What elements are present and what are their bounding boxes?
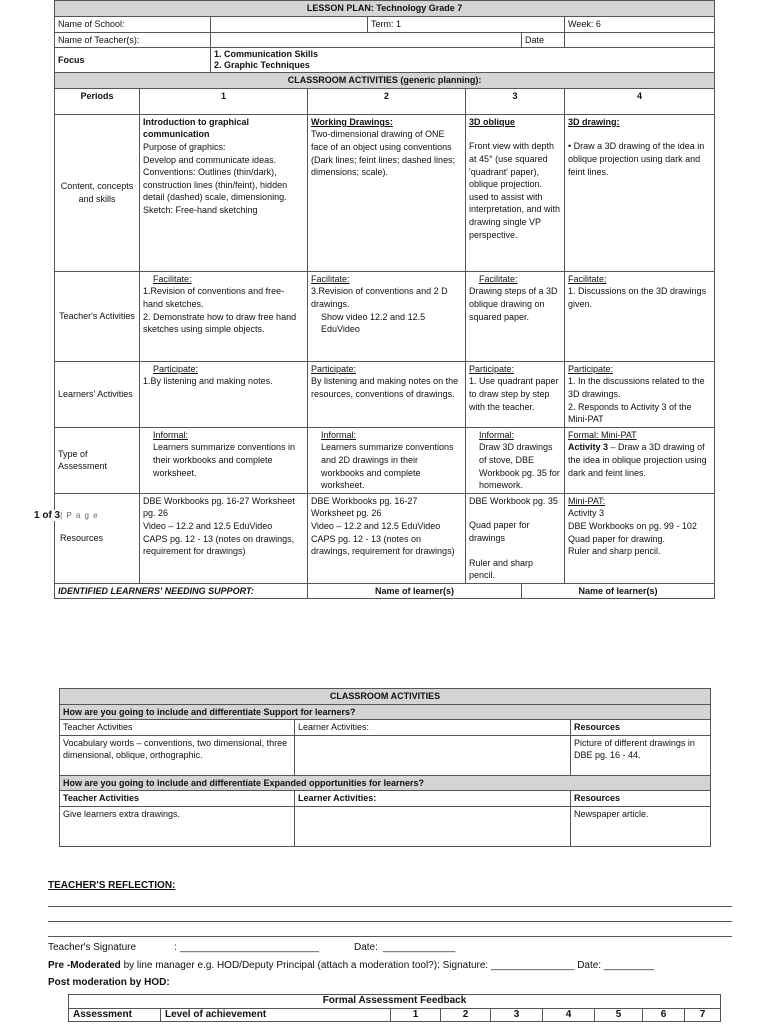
name-of-learner-1: Name of learner(s) <box>308 583 522 599</box>
reflection-line[interactable] <box>48 906 732 907</box>
resource-line: CAPS pg. 12 - 13 (notes on drawings, requirement for drawings) <box>143 533 295 557</box>
learners-line: By listening and making notes on the resources, conventions of drawings. <box>311 376 459 399</box>
school-label: Name of School: <box>55 17 211 33</box>
date-line[interactable]: _____________ <box>383 942 456 953</box>
expanded-question-row <box>60 775 711 791</box>
classroom-activities-table <box>59 688 711 847</box>
learners-cell-1 <box>140 361 308 427</box>
lesson-plan-table <box>54 0 715 599</box>
support-row <box>55 583 715 599</box>
content-line: Two-dimensional drawing of ONE face of an object using conventions <box>311 129 452 152</box>
school-row <box>55 17 715 33</box>
activity-label: Activity 3 <box>568 442 609 453</box>
teacher-line: 3.Revision of conventions and 2 D drawings. <box>311 286 448 309</box>
assessment-feedback-table <box>68 994 721 1022</box>
date-label: Date <box>522 32 565 48</box>
teacher-line: Drawing steps of a 3D oblique drawing on squared paper. <box>469 286 558 322</box>
activities-header: CLASSROOM ACTIVITIES (generic planning): <box>55 73 715 89</box>
focus-items <box>211 48 715 73</box>
informal-title: Informal: <box>321 429 357 440</box>
focus-item-2: 2. Graphic Techniques <box>214 60 310 71</box>
support-resources-cell: Picture of different drawings in DBE pg. 16 - 44. <box>571 735 711 775</box>
support-question-row <box>60 704 711 720</box>
minipat-title: Mini-PAT: <box>568 495 606 506</box>
assessment-header: Assessment <box>69 1008 161 1022</box>
periods-row <box>55 88 715 114</box>
teacher-cell-1 <box>140 271 308 361</box>
activities-header-row <box>55 73 715 89</box>
focus-label: Focus <box>55 48 211 73</box>
period-4: 4 <box>565 88 715 114</box>
resource-line: Video – 12.2 and 12.5 EduVideo <box>311 520 441 531</box>
level-1: 1 <box>391 1008 441 1022</box>
learners-activities-row <box>55 361 715 427</box>
support-resources-header: Resources <box>571 720 711 736</box>
teacher-line: 1.Revision of conventions and free-hand sketches. <box>143 286 285 309</box>
content-line: Develop and communicate ideas. <box>143 154 277 165</box>
support-headers-row <box>60 720 711 736</box>
support-learner-cell[interactable] <box>295 735 571 775</box>
content-line: Purpose of graphics: <box>143 141 226 152</box>
learners-line: 1. In the discussions related to the 3D drawings. <box>568 376 705 399</box>
resources-cell-3 <box>466 493 565 583</box>
focus-row <box>55 48 715 73</box>
resources-cell-4 <box>565 493 715 583</box>
signature-colon: : <box>174 942 177 953</box>
date-value[interactable] <box>565 32 715 48</box>
content-line: Conventions: Outlines (thin/dark), construction lines (thin/feint), hidden detail (dashed) scale, dimensioning. <box>143 167 288 203</box>
pre-moderated-label: Pre -Moderated <box>48 960 121 971</box>
title-row <box>55 1 715 17</box>
page-footer <box>34 510 101 521</box>
learners-cell-3 <box>466 361 565 427</box>
resource-line: Quad paper for drawing. <box>568 533 666 544</box>
resources-row <box>55 493 715 583</box>
teacher-cell-2 <box>308 271 466 361</box>
assessment-cell-2 <box>308 427 466 493</box>
resource-line: Quad paper for drawings <box>469 520 530 543</box>
resource-line: DBE Workbooks pg. 16-27 Worksheet pg. 26 <box>143 495 295 519</box>
resources-cell-2 <box>308 493 466 583</box>
resource-line: DBE Workbooks pg. 16-27 Worksheet pg. 26 <box>311 495 418 519</box>
plan-title: LESSON PLAN: Technology Grade 7 <box>55 1 715 17</box>
activity-text: – Draw a 3D drawing of the idea in oblique projection using dark and feint lines. <box>568 442 707 478</box>
participate-title: Participate: <box>153 363 199 374</box>
participate-title: Participate: <box>469 363 515 374</box>
resource-line: Ruler and sharp pencil. <box>568 546 661 557</box>
learners-line: 1. Use quadrant paper to draw step by step with the teacher. <box>469 376 559 412</box>
content-cell-1 <box>140 114 308 271</box>
content-row <box>55 114 715 271</box>
content-cell-3 <box>466 114 565 271</box>
expanded-resources-header: Resources <box>571 791 711 807</box>
pre-moderated-text: by line manager e.g. HOD/Deputy Principal (attach a moderation tool?): Signature: _______________ Date: _________ <box>120 960 654 971</box>
formal-title: Formal: Mini-PAT <box>568 429 637 440</box>
content-line: Front view with depth at 45° (use squared 'quadrant' paper), oblique projection. <box>469 141 555 190</box>
resource-line: Video – 12.2 and 12.5 EduVideo <box>143 520 273 531</box>
period-1: 1 <box>140 88 308 114</box>
signature-line[interactable]: _________________________ <box>180 942 320 953</box>
resource-line: Ruler and sharp pencil. <box>469 557 534 581</box>
name-of-learner-2: Name of learner(s) <box>522 583 715 599</box>
facilitate-title: Facilitate: <box>153 273 192 284</box>
reflection-line[interactable] <box>48 936 732 937</box>
expanded-teacher-header: Teacher Activities <box>60 791 295 807</box>
assessment-cell-1 <box>140 427 308 493</box>
periods-label: Periods <box>55 88 140 114</box>
support-teacher-cell: Vocabulary words – conventions, two dimensional, three dimensional, oblique, orthographic. <box>60 735 295 775</box>
period-3: 3 <box>466 88 565 114</box>
teacher-line: 2. Demonstrate how to draw free hand sketches using simple objects. <box>143 311 297 335</box>
assessment-row <box>55 427 715 493</box>
content-line: Sketch: Free-hand sketching <box>143 204 258 215</box>
informal-title: Informal: <box>479 429 515 440</box>
content-title-4: 3D drawing: <box>568 116 620 127</box>
period-2: 2 <box>308 88 466 114</box>
resource-line: CAPS pg. 12 - 13 (notes on drawings, requirement for drawings) <box>311 533 455 557</box>
informal-title: Informal: <box>153 429 189 440</box>
teacher-cell-3 <box>466 271 565 361</box>
resource-line: DBE Workbook pg. 35 <box>469 495 558 506</box>
teacher-cell-4 <box>565 271 715 361</box>
level-7: 7 <box>685 1008 721 1022</box>
facilitate-title: Facilitate: <box>568 273 607 284</box>
signature-label: Teacher's Signature <box>48 942 137 953</box>
learners-line: 2. Responds to Activity 3 of the Mini-PAT <box>568 401 692 425</box>
support-teacher-header: Teacher Activities <box>60 720 295 736</box>
ca-header: CLASSROOM ACTIVITIES <box>60 689 711 705</box>
feedback-title-row <box>69 995 721 1009</box>
facilitate-title: Facilitate: <box>311 273 350 284</box>
resource-line: Activity 3 <box>568 508 605 519</box>
content-line: (Dark lines; feint lines; dashed lines; dimensions; scale). <box>311 154 456 178</box>
teacher-label: Name of Teacher(s): <box>55 32 211 48</box>
assessment-line <box>568 441 711 479</box>
resource-line: DBE Workbooks on pg. 99 - 102 <box>568 520 697 531</box>
assessment-line: Learners summarize conventions in their workbooks and complete worksheet. <box>153 442 296 478</box>
facilitate-title: Facilitate: <box>479 273 518 284</box>
post-moderation: Post moderation by HOD: <box>48 977 170 988</box>
assessment-label: Type of Assessment <box>55 427 140 493</box>
content-title-2: Working Drawings: <box>311 116 393 127</box>
support-question: How are you going to include and differentiate Support for learners? <box>60 704 711 720</box>
teacher-line: 1. Discussions on the 3D drawings given. <box>568 286 707 309</box>
content-title-1: Introduction to graphical communication <box>143 116 249 140</box>
learners-activities-label: Learners' Activities <box>55 361 140 427</box>
expanded-learner-cell[interactable] <box>295 806 571 846</box>
level-6: 6 <box>643 1008 685 1022</box>
participate-title: Participate: <box>568 363 614 374</box>
support-content-row <box>60 735 711 775</box>
learners-cell-4 <box>565 361 715 427</box>
teacher-activities-row <box>55 271 715 361</box>
page-number: 1 of 3 <box>34 510 61 521</box>
content-cell-2 <box>308 114 466 271</box>
date-label: Date: <box>354 942 378 953</box>
expanded-learner-header: Learner Activities: <box>295 791 571 807</box>
content-cell-4 <box>565 114 715 271</box>
expanded-headers-row <box>60 791 711 807</box>
teacher-row <box>55 32 715 48</box>
teacher-activities-label: Teacher's Activities <box>55 271 140 361</box>
level-2: 2 <box>441 1008 491 1022</box>
ca-header-row <box>60 689 711 705</box>
expanded-resources-cell: Newspaper article. <box>571 806 711 846</box>
reflection-title: TEACHER'S REFLECTION: <box>48 880 176 891</box>
expanded-teacher-cell: Give learners extra drawings. <box>60 806 295 846</box>
focus-item-1: 1. Communication Skills <box>214 49 319 60</box>
content-line: • Draw a 3D drawing of the idea in oblique projection using dark and feint lines. <box>568 141 705 177</box>
teacher-line: Show video 12.2 and 12.5 EduVideo <box>321 311 426 335</box>
feedback-header-row <box>69 1008 721 1022</box>
resources-cell-1 <box>140 493 308 583</box>
teacher-value[interactable] <box>211 32 522 48</box>
week-value: Week: 6 <box>565 17 715 33</box>
participate-title: Participate: <box>311 363 357 374</box>
feedback-title: Formal Assessment Feedback <box>69 995 721 1009</box>
level-3: 3 <box>491 1008 543 1022</box>
content-line: used to assist with interpretation, and with drawing single VP perspective. <box>469 191 561 240</box>
learners-line: 1.By listening and making notes. <box>143 376 273 387</box>
expanded-question: How are you going to include and differentiate Expanded opportunities for learners? <box>60 775 711 791</box>
reflection-line[interactable] <box>48 921 732 922</box>
school-value[interactable] <box>211 17 368 33</box>
assessment-cell-4 <box>565 427 715 493</box>
support-label: IDENTIFIED LEARNERS' NEEDING SUPPORT: <box>55 583 308 599</box>
content-title-3: 3D oblique <box>469 116 516 127</box>
level-5: 5 <box>595 1008 643 1022</box>
support-learner-header: Learner Activities: <box>295 720 571 736</box>
assessment-cell-3 <box>466 427 565 493</box>
page-word: | P a g e <box>60 511 99 520</box>
expanded-content-row <box>60 806 711 846</box>
content-label: Content, concepts and skills <box>55 114 140 271</box>
assessment-line: Draw 3D drawings of stove, DBE Workbook pg. 35 for homework. <box>479 442 560 491</box>
learners-cell-2 <box>308 361 466 427</box>
resources-label: Resources <box>55 493 140 583</box>
assessment-line: Learners summarize conventions and 2D drawings in their workbooks and complete worksheet. <box>321 442 454 491</box>
pre-moderation <box>48 960 654 971</box>
term-value: Term: 1 <box>368 17 565 33</box>
level-4: 4 <box>543 1008 595 1022</box>
level-header: Level of achievement <box>161 1008 391 1022</box>
